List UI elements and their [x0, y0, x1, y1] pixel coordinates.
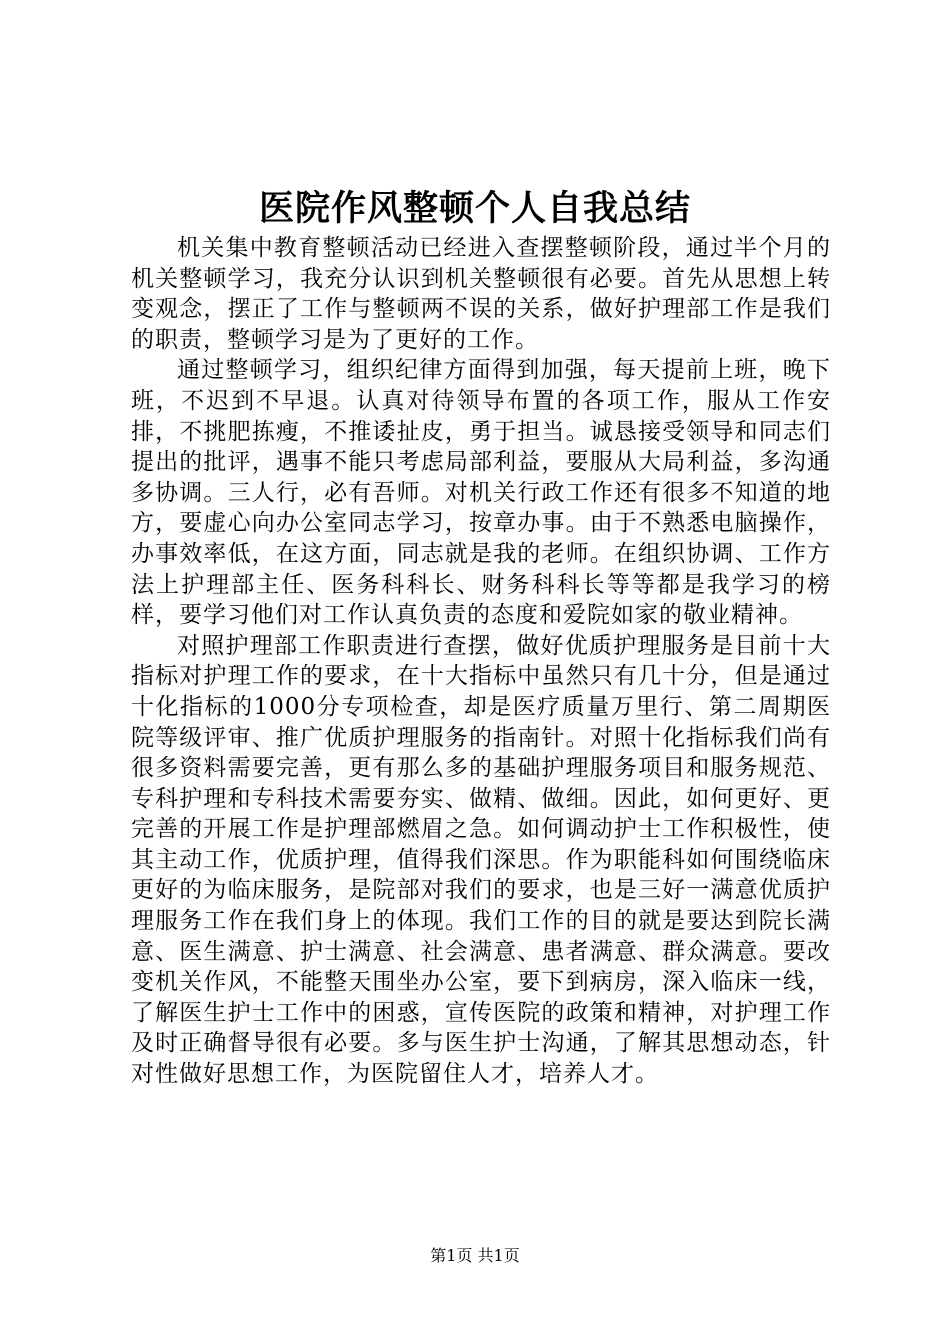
- page-footer: 第1页 共1页: [430, 1246, 520, 1265]
- document-title: 医院作风整顿个人自我总结: [258, 188, 691, 229]
- paragraph: 通过整顿学习，组织纪律方面得到加强，每天提前上班，晚下班，不迟到不早退。认真对待领导布置的各项工作，服从工作安排，不挑肥拣瘦，不推诿扯皮，勇于担当。诚恳接受领导和同志们提出的批评，遇事不能只考虑局部利益，要服从大局利益，多沟通多协调。三人行，必有吾师。对机关行政工作还有很多不知道的地方，要虚心向办公室同志学习，按章办事。由于不熟悉电脑操作，办事效率低，在这方面，同志就是我的老师。在组织协调、工作方法上护理部主任、医务科科长、财务科科长等等都是我学习的榜样，要学习他们对工作认真负责的态度和爱院如家的敬业精神。: [131, 357, 831, 629]
- document-body: [131, 233, 831, 1090]
- paragraph: 对照护理部工作职责进行查摆，做好优质护理服务是目前十大指标对护理工作的要求，在十大指标中虽然只有几十分，但是通过十化指标的1000分专项检查，却是医疗质量万里行、第二周期医院等级评审、推广优质护理服务的指南针。对照十化指标我们尚有很多资料需要完善，更有那么多的基础护理服务项目和服务规范、专科护理和专科技术需要夯实、做精、做细。因此，如何更好、更完善的开展工作是护理部燃眉之急。如何调动护士工作积极性，使其主动工作，优质护理，值得我们深思。作为职能科如何围绕临床更好的为临床服务，是院部对我们的要求，也是三好一满意优质护理服务工作在我们身上的体现。我们工作的目的就是要达到院长满意、医生满意、护士满意、社会满意、患者满意、群众满意。要改变机关作风，不能整天围坐办公室，要下到病房，深入临床一线，了解医生护士工作中的困惑，宣传医院的政策和精神，对护理工作及时正确督导很有必要。多与医生护士沟通，了解其思想动态，针对性做好思想工作，为医院留住人才，培养人才。: [131, 632, 831, 1088]
- paragraph: 机关集中教育整顿活动已经进入查摆整顿阶段，通过半个月的机关整顿学习，我充分认识到机关整顿很有必要。首先从思想上转变观念，摆正了工作与整顿两不误的关系，做好护理部工作是我们的职责，整顿学习是为了更好的工作。: [131, 235, 831, 353]
